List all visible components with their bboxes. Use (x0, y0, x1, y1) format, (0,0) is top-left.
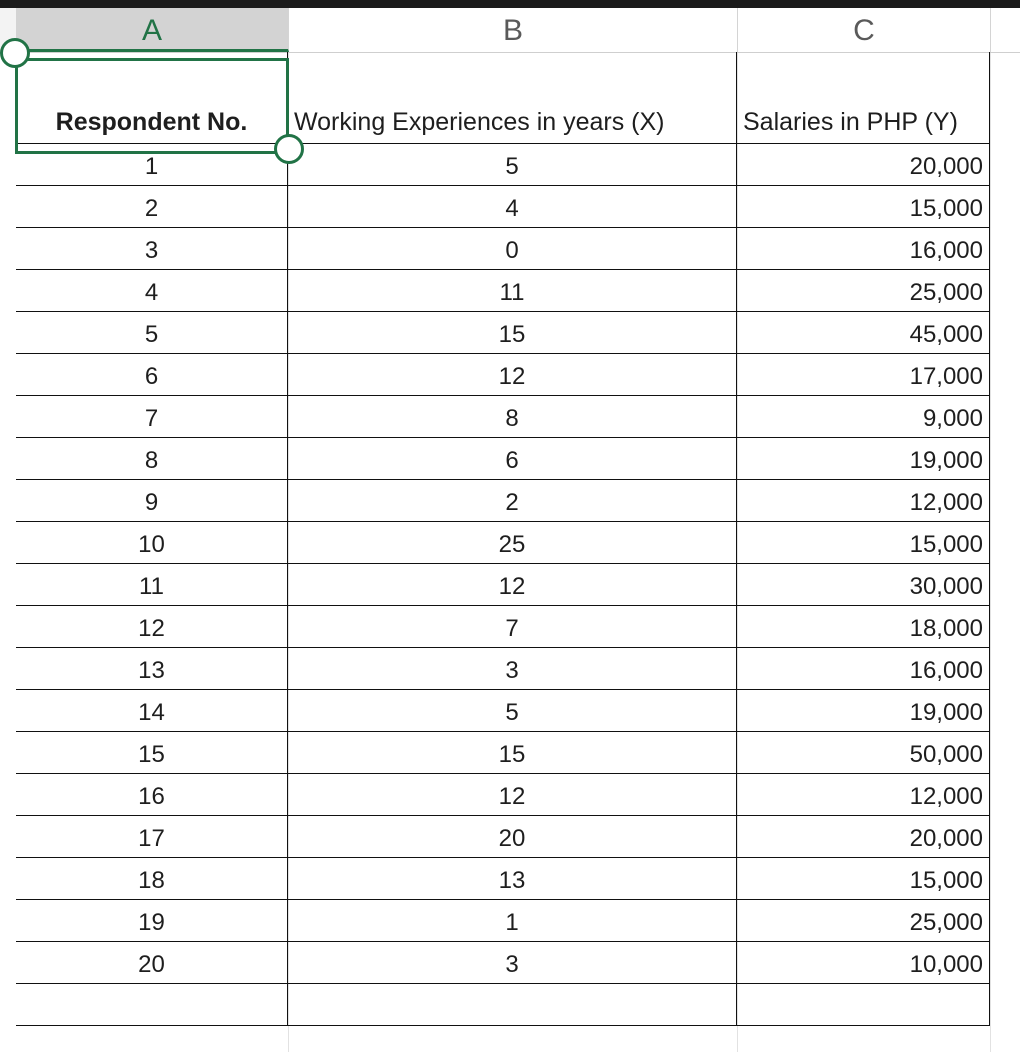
cell-a4[interactable]: 3 (16, 228, 288, 270)
selection-handle-bottom-right[interactable] (274, 134, 304, 164)
table-row (16, 396, 990, 438)
cell-a2[interactable]: 1 (16, 144, 288, 186)
cell-c17[interactable]: 12,000 (737, 774, 990, 816)
cell-c20[interactable]: 25,000 (737, 900, 990, 942)
column-header-b[interactable]: B (289, 8, 738, 52)
cell-b17[interactable]: 12 (288, 774, 737, 816)
cell-b5[interactable]: 11 (288, 270, 737, 312)
cell-b16[interactable]: 15 (288, 732, 737, 774)
cell-c12[interactable]: 30,000 (737, 564, 990, 606)
cell-a5[interactable]: 4 (16, 270, 288, 312)
table-row (16, 480, 990, 522)
table-row (16, 270, 990, 312)
cell-b8[interactable]: 8 (288, 396, 737, 438)
table-row (16, 900, 990, 942)
cell-b14[interactable]: 3 (288, 648, 737, 690)
cell-a12[interactable]: 11 (16, 564, 288, 606)
table-row (16, 354, 990, 396)
cell-c11[interactable]: 15,000 (737, 522, 990, 564)
cell-c7[interactable]: 17,000 (737, 354, 990, 396)
cell-c6[interactable]: 45,000 (737, 312, 990, 354)
cell-b15[interactable]: 5 (288, 690, 737, 732)
cell-c21[interactable]: 10,000 (737, 942, 990, 984)
cell-a17[interactable]: 16 (16, 774, 288, 816)
cell-c14[interactable]: 16,000 (737, 648, 990, 690)
cell-b2[interactable]: 5 (288, 144, 737, 186)
table-row (16, 228, 990, 270)
cell-a19[interactable]: 18 (16, 858, 288, 900)
cell-a18[interactable]: 17 (16, 816, 288, 858)
cell-c8[interactable]: 9,000 (737, 396, 990, 438)
cell-c5[interactable]: 25,000 (737, 270, 990, 312)
cell-c3[interactable]: 15,000 (737, 186, 990, 228)
cell-a10[interactable]: 9 (16, 480, 288, 522)
cell-a15[interactable]: 14 (16, 690, 288, 732)
cell-c15[interactable]: 19,000 (737, 690, 990, 732)
table-row (16, 690, 990, 732)
cell-b4[interactable]: 0 (288, 228, 737, 270)
cell-b3[interactable]: 4 (288, 186, 737, 228)
cell-b9[interactable]: 6 (288, 438, 737, 480)
cell-c9[interactable]: 19,000 (737, 438, 990, 480)
table-row (16, 606, 990, 648)
cell-c1[interactable]: Salaries in PHP (Y) (737, 52, 990, 144)
cell-a7[interactable]: 6 (16, 354, 288, 396)
table-row (16, 648, 990, 690)
cell-a1[interactable]: Respondent No. (16, 52, 288, 144)
table-row (16, 774, 990, 816)
table-row (16, 942, 990, 984)
cell-b6[interactable]: 15 (288, 312, 737, 354)
cell-b10[interactable]: 2 (288, 480, 737, 522)
cell-b22[interactable] (288, 984, 737, 1026)
cell-b7[interactable]: 12 (288, 354, 737, 396)
table-row (16, 816, 990, 858)
cell-b13[interactable]: 7 (288, 606, 737, 648)
cell-b21[interactable]: 3 (288, 942, 737, 984)
cell-c10[interactable]: 12,000 (737, 480, 990, 522)
table-row (16, 312, 990, 354)
cell-c4[interactable]: 16,000 (737, 228, 990, 270)
cell-a20[interactable]: 19 (16, 900, 288, 942)
table-row (16, 564, 990, 606)
cell-b12[interactable]: 12 (288, 564, 737, 606)
cell-c13[interactable]: 18,000 (737, 606, 990, 648)
cell-c19[interactable]: 15,000 (737, 858, 990, 900)
window-top-bar (0, 0, 1020, 8)
cell-a3[interactable]: 2 (16, 186, 288, 228)
cell-a16[interactable]: 15 (16, 732, 288, 774)
cell-b11[interactable]: 25 (288, 522, 737, 564)
cell-b19[interactable]: 13 (288, 858, 737, 900)
gridline (990, 8, 991, 1052)
cell-a8[interactable]: 7 (16, 396, 288, 438)
table-row (16, 144, 990, 186)
cell-a9[interactable]: 8 (16, 438, 288, 480)
table-row (16, 732, 990, 774)
cell-b1[interactable]: Working Experiences in years (X) (288, 52, 737, 144)
cell-c18[interactable]: 20,000 (737, 816, 990, 858)
cell-c2[interactable]: 20,000 (737, 144, 990, 186)
cell-c22[interactable] (737, 984, 990, 1026)
table-row (16, 438, 990, 480)
column-header-c[interactable]: C (738, 8, 991, 52)
table-row (16, 186, 990, 228)
cell-b18[interactable]: 20 (288, 816, 737, 858)
spreadsheet-grid[interactable] (0, 8, 1020, 1052)
cell-c16[interactable]: 50,000 (737, 732, 990, 774)
cell-a11[interactable]: 10 (16, 522, 288, 564)
column-header-a[interactable]: A (16, 8, 289, 52)
cell-a14[interactable]: 13 (16, 648, 288, 690)
cell-a21[interactable]: 20 (16, 942, 288, 984)
table-row (16, 858, 990, 900)
cell-a6[interactable]: 5 (16, 312, 288, 354)
table-row (16, 522, 990, 564)
selection-handle-top-left[interactable] (0, 38, 30, 68)
column-header-row (0, 8, 1020, 53)
cell-a13[interactable]: 12 (16, 606, 288, 648)
table-row (16, 984, 990, 1026)
cell-b20[interactable]: 1 (288, 900, 737, 942)
table-header-row (16, 52, 990, 144)
cell-a22[interactable] (16, 984, 288, 1026)
